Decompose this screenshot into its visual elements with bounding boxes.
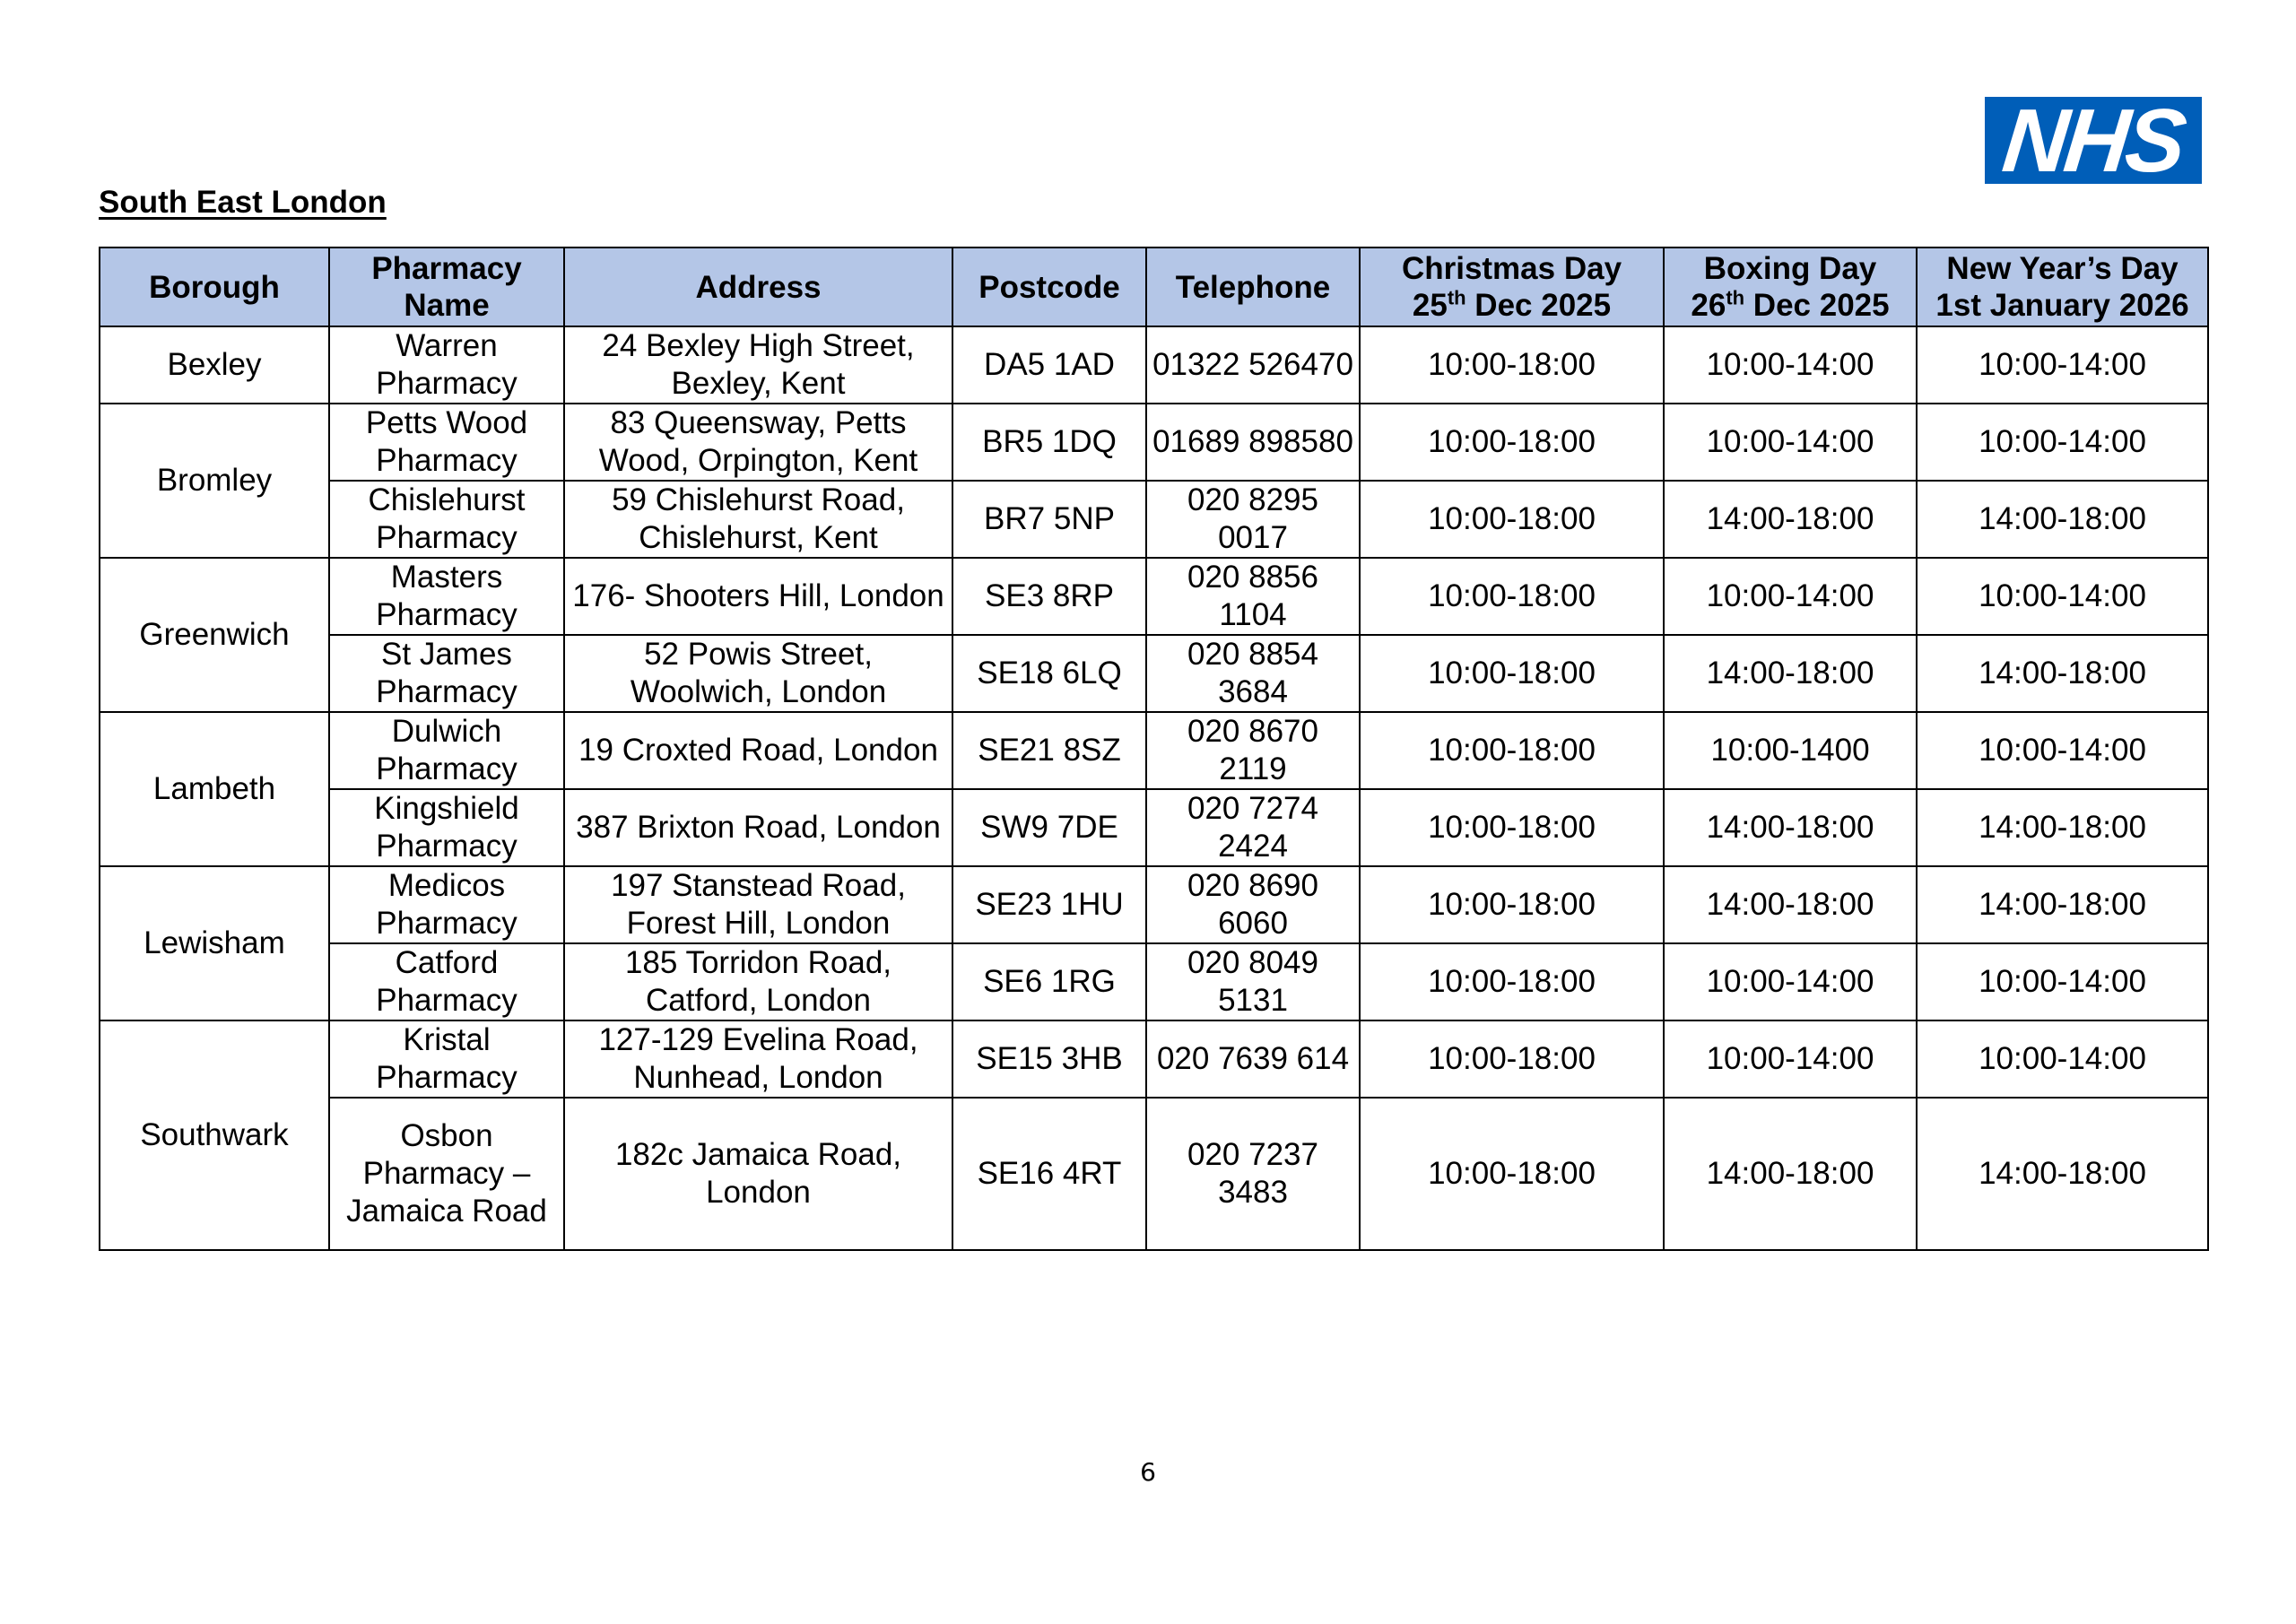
header-telephone: Telephone (1146, 248, 1360, 326)
header-boxing-rest: Dec 2025 (1744, 288, 1890, 323)
boxing-hours-cell: 14:00-18:00 (1664, 789, 1917, 866)
header-boxing-label: Boxing Day (1703, 251, 1877, 286)
address-cell: 182c Jamaica Road, London (564, 1098, 952, 1250)
header-christmas-day-number: 25 (1412, 288, 1448, 323)
address-cell: 176- Shooters Hill, London (564, 558, 952, 635)
header-new-year-date: 1st January 2026 (1935, 288, 2189, 323)
address-cell: 387 Brixton Road, London (564, 789, 952, 866)
boxing-hours-cell: 14:00-18:00 (1664, 635, 1917, 712)
boxing-hours-cell: 10:00-14:00 (1664, 404, 1917, 481)
pharmacy-name-cell: Medicos Pharmacy (329, 866, 564, 943)
header-borough: Borough (100, 248, 329, 326)
postcode-cell: SE15 3HB (952, 1020, 1146, 1098)
telephone-cell: 020 8856 1104 (1146, 558, 1360, 635)
table-row (100, 558, 2208, 635)
borough-cell: Bexley (100, 326, 329, 404)
table-row (100, 326, 2208, 404)
postcode-cell: SE3 8RP (952, 558, 1146, 635)
pharmacy-name-cell: Masters Pharmacy (329, 558, 564, 635)
table-row (100, 712, 2208, 789)
pharmacy-name-cell: Petts Wood Pharmacy (329, 404, 564, 481)
header-boxing-day (1664, 248, 1917, 326)
header-address: Address (564, 248, 952, 326)
boxing-hours-cell: 14:00-18:00 (1664, 481, 1917, 558)
postcode-cell: SE23 1HU (952, 866, 1146, 943)
pharmacy-name-cell: Warren Pharmacy (329, 326, 564, 404)
telephone-cell: 020 8690 6060 (1146, 866, 1360, 943)
header-christmas-label: Christmas Day (1401, 251, 1622, 286)
postcode-cell: SE16 4RT (952, 1098, 1146, 1250)
new-year-hours-cell: 14:00-18:00 (1917, 1098, 2208, 1250)
boxing-hours-cell: 10:00-14:00 (1664, 558, 1917, 635)
new-year-hours-cell: 10:00-14:00 (1917, 1020, 2208, 1098)
telephone-cell: 020 8670 2119 (1146, 712, 1360, 789)
table-row (100, 943, 2208, 1020)
address-cell: 127-129 Evelina Road, Nunhead, London (564, 1020, 952, 1098)
new-year-hours-cell: 10:00-14:00 (1917, 943, 2208, 1020)
postcode-cell: SE6 1RG (952, 943, 1146, 1020)
new-year-hours-cell: 14:00-18:00 (1917, 789, 2208, 866)
address-cell: 19 Croxted Road, London (564, 712, 952, 789)
region-title: South East London (99, 185, 387, 220)
address-cell: 59 Chislehurst Road, Chislehurst, Kent (564, 481, 952, 558)
header-boxing-suffix: th (1726, 286, 1745, 309)
pharmacy-name-cell: St James Pharmacy (329, 635, 564, 712)
header-new-years-day (1917, 248, 2208, 326)
nhs-logo (1985, 90, 2202, 191)
address-cell: 24 Bexley High Street, Bexley, Kent (564, 326, 952, 404)
christmas-hours-cell: 10:00-18:00 (1360, 866, 1664, 943)
nhs-logo-text: NHS (1998, 90, 2188, 191)
address-cell: 52 Powis Street, Woolwich, London (564, 635, 952, 712)
pharmacy-name-cell: Osbon Pharmacy – Jamaica Road (329, 1098, 564, 1250)
boxing-hours-cell: 14:00-18:00 (1664, 866, 1917, 943)
christmas-hours-cell: 10:00-18:00 (1360, 1020, 1664, 1098)
new-year-hours-cell: 14:00-18:00 (1917, 481, 2208, 558)
header-postcode: Postcode (952, 248, 1146, 326)
christmas-hours-cell: 10:00-18:00 (1360, 326, 1664, 404)
boxing-hours-cell: 10:00-14:00 (1664, 1020, 1917, 1098)
boxing-hours-cell: 14:00-18:00 (1664, 1098, 1917, 1250)
table-row (100, 404, 2208, 481)
table-row (100, 481, 2208, 558)
pharmacy-name-cell: Catford Pharmacy (329, 943, 564, 1020)
telephone-cell: 01689 898580 (1146, 404, 1360, 481)
new-year-hours-cell: 14:00-18:00 (1917, 866, 2208, 943)
new-year-hours-cell: 10:00-14:00 (1917, 712, 2208, 789)
christmas-hours-cell: 10:00-18:00 (1360, 1098, 1664, 1250)
page-number: 6 (1140, 1457, 1156, 1487)
telephone-cell: 020 8049 5131 (1146, 943, 1360, 1020)
address-cell: 83 Queensway, Petts Wood, Orpington, Kent (564, 404, 952, 481)
new-year-hours-cell: 10:00-14:00 (1917, 558, 2208, 635)
borough-cell: Lewisham (100, 866, 329, 1020)
telephone-cell: 01322 526470 (1146, 326, 1360, 404)
new-year-hours-cell: 10:00-14:00 (1917, 404, 2208, 481)
telephone-cell: 020 7274 2424 (1146, 789, 1360, 866)
header-new-year-label: New Year’s Day (1946, 251, 2179, 286)
new-year-hours-cell: 14:00-18:00 (1917, 635, 2208, 712)
address-cell: 197 Stanstead Road, Forest Hill, London (564, 866, 952, 943)
table-header-row (100, 248, 2208, 326)
postcode-cell: SW9 7DE (952, 789, 1146, 866)
boxing-hours-cell: 10:00-1400 (1664, 712, 1917, 789)
telephone-cell: 020 7237 3483 (1146, 1098, 1360, 1250)
table-row (100, 1020, 2208, 1098)
christmas-hours-cell: 10:00-18:00 (1360, 635, 1664, 712)
header-christmas-day (1360, 248, 1664, 326)
postcode-cell: DA5 1AD (952, 326, 1146, 404)
telephone-cell: 020 8854 3684 (1146, 635, 1360, 712)
new-year-hours-cell: 10:00-14:00 (1917, 326, 2208, 404)
pharmacy-name-cell: Kristal Pharmacy (329, 1020, 564, 1098)
boxing-hours-cell: 10:00-14:00 (1664, 326, 1917, 404)
telephone-cell: 020 7639 614 (1146, 1020, 1360, 1098)
header-christmas-rest: Dec 2025 (1465, 288, 1612, 323)
postcode-cell: SE18 6LQ (952, 635, 1146, 712)
address-cell: 185 Torridon Road, Catford, London (564, 943, 952, 1020)
christmas-hours-cell: 10:00-18:00 (1360, 404, 1664, 481)
header-pharmacy-name: Pharmacy Name (329, 248, 564, 326)
header-boxing-day-number: 26 (1691, 288, 1726, 323)
table-row (100, 1098, 2208, 1250)
pharmacy-name-cell: Kingshield Pharmacy (329, 789, 564, 866)
table-row (100, 789, 2208, 866)
postcode-cell: BR7 5NP (952, 481, 1146, 558)
borough-cell: Southwark (100, 1020, 329, 1250)
header-christmas-suffix: th (1447, 286, 1466, 309)
christmas-hours-cell: 10:00-18:00 (1360, 789, 1664, 866)
pharmacy-name-cell: Dulwich Pharmacy (329, 712, 564, 789)
borough-cell: Lambeth (100, 712, 329, 866)
table-row (100, 635, 2208, 712)
christmas-hours-cell: 10:00-18:00 (1360, 712, 1664, 789)
christmas-hours-cell: 10:00-18:00 (1360, 943, 1664, 1020)
table-row (100, 866, 2208, 943)
christmas-hours-cell: 10:00-18:00 (1360, 481, 1664, 558)
boxing-hours-cell: 10:00-14:00 (1664, 943, 1917, 1020)
postcode-cell: SE21 8SZ (952, 712, 1146, 789)
postcode-cell: BR5 1DQ (952, 404, 1146, 481)
pharmacy-name-cell: Chislehurst Pharmacy (329, 481, 564, 558)
pharmacy-table (99, 247, 2209, 1251)
christmas-hours-cell: 10:00-18:00 (1360, 558, 1664, 635)
borough-cell: Bromley (100, 404, 329, 558)
borough-cell: Greenwich (100, 558, 329, 712)
telephone-cell: 020 8295 0017 (1146, 481, 1360, 558)
